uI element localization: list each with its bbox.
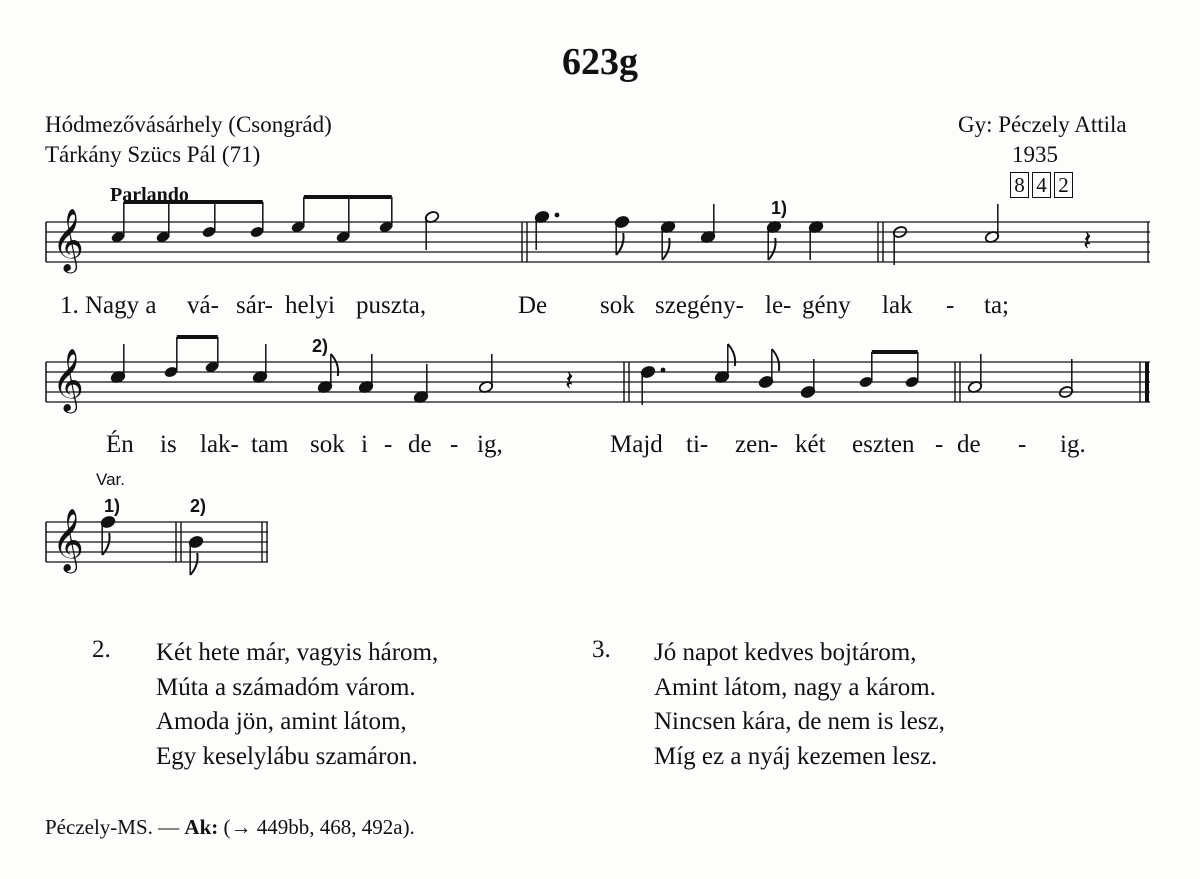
stanza-line: Nincsen kára, de nem is lesz,	[654, 708, 945, 735]
lyric-syllable: de	[957, 431, 981, 458]
note-flag	[331, 354, 338, 376]
lyric-syllable: -	[946, 292, 955, 319]
stanza-number: 3.	[592, 636, 611, 663]
augmentation-dot	[661, 368, 666, 373]
collection-year: 1935	[1012, 142, 1058, 167]
quarter-rest-icon: 𝄽	[1083, 224, 1092, 257]
ak-label: Ak:	[184, 815, 219, 839]
footnote-mark-1: 1)	[771, 198, 788, 218]
lyric-syllable: ti-	[686, 431, 709, 458]
lyric-syllable: eszten	[852, 431, 915, 458]
source-reference	[45, 815, 415, 840]
quarter-rest-icon: 𝄽	[565, 364, 574, 397]
variants-label: Var.	[96, 470, 125, 489]
stanza-line: Jó napot kedves bojtárom,	[654, 639, 917, 666]
lyric-syllable: -	[384, 431, 393, 458]
stanza-line: Két hete már, vagyis három,	[156, 639, 439, 666]
lyric-syllable: sár-	[236, 292, 273, 319]
lyric-syllable: gény	[802, 292, 851, 319]
treble-clef-icon: 𝄞	[52, 208, 84, 271]
note-flag	[772, 349, 779, 371]
lyric-syllable: sok	[310, 431, 345, 458]
stanza-line: Amint látom, nagy a károm.	[654, 673, 936, 701]
lyric-syllable: -	[450, 431, 459, 458]
source-label: Péczely-MS. —	[45, 815, 180, 839]
stanza-line: Múta a számadóm várom.	[156, 673, 416, 701]
note-flag	[768, 238, 775, 260]
note-flag	[662, 238, 669, 260]
stanza-line: Egy keselylábu szamáron.	[156, 742, 418, 770]
stanza-line: Amoda jön, amint látom,	[156, 708, 407, 735]
singer-name: Tárkány Szücs Pál (71)	[45, 142, 261, 167]
lyric-syllable: ig,	[477, 431, 503, 458]
final-bar-line	[1145, 362, 1149, 402]
stanza-text	[156, 636, 438, 774]
stanza-line: Míg ez a nyáj kezemen lesz.	[654, 742, 938, 770]
stanza-text	[654, 636, 945, 774]
augmentation-dot	[555, 213, 560, 218]
lyric-syllable: lak	[882, 292, 913, 319]
lyric-syllable: De	[518, 292, 548, 319]
collector-name: Gy: Péczely Attila	[958, 112, 1127, 137]
classification-box: 4	[1032, 172, 1051, 198]
footnote-mark-2: 2)	[312, 336, 329, 356]
lyric-syllable: i	[361, 431, 368, 458]
lyric-syllable: de	[408, 431, 432, 458]
lyric-syllable: -	[935, 431, 944, 458]
tempo-marking: Parlando	[110, 184, 189, 206]
stanza-number: 2.	[92, 636, 111, 663]
lyric-syllable: helyi	[285, 292, 335, 319]
lyric-syllable: Majd	[610, 431, 663, 458]
treble-clef-icon: 𝄞	[52, 508, 84, 571]
lyric-syllable: két	[795, 431, 826, 458]
note-flag	[728, 344, 735, 366]
note-flag	[190, 553, 197, 575]
lyric-syllable: zen-	[735, 431, 779, 458]
place-name: Hódmezővásárhely (Csongrád)	[45, 112, 332, 137]
page-title: 623g	[562, 41, 638, 83]
lyric-syllable: ta;	[984, 292, 1009, 319]
lyric-syllable: ig.	[1060, 431, 1086, 458]
lyric-syllable: sok	[600, 292, 635, 319]
classification-box: 2	[1054, 172, 1073, 198]
cross-references: (→ 449bb, 468, 492a).	[223, 815, 415, 839]
treble-clef-icon: 𝄞	[52, 348, 84, 411]
lyric-syllable: le-	[765, 292, 792, 319]
lyric-syllable: lak-	[200, 431, 239, 458]
lyric-syllable: puszta,	[356, 292, 427, 319]
lyric-syllable: tam	[251, 431, 289, 458]
classification-box: 8	[1010, 172, 1029, 198]
lyric-syllable: -	[1018, 431, 1027, 458]
lyric-syllable: vá-	[187, 292, 219, 319]
lyric-syllable: Én	[106, 431, 134, 458]
lyric-syllable: szegény-	[655, 292, 744, 319]
variant-mark-2: 2)	[190, 496, 207, 516]
lyric-syllable: is	[160, 431, 177, 458]
variant-mark-1: 1)	[104, 496, 121, 516]
lyric-syllable: 1. Nagy a	[60, 292, 157, 319]
